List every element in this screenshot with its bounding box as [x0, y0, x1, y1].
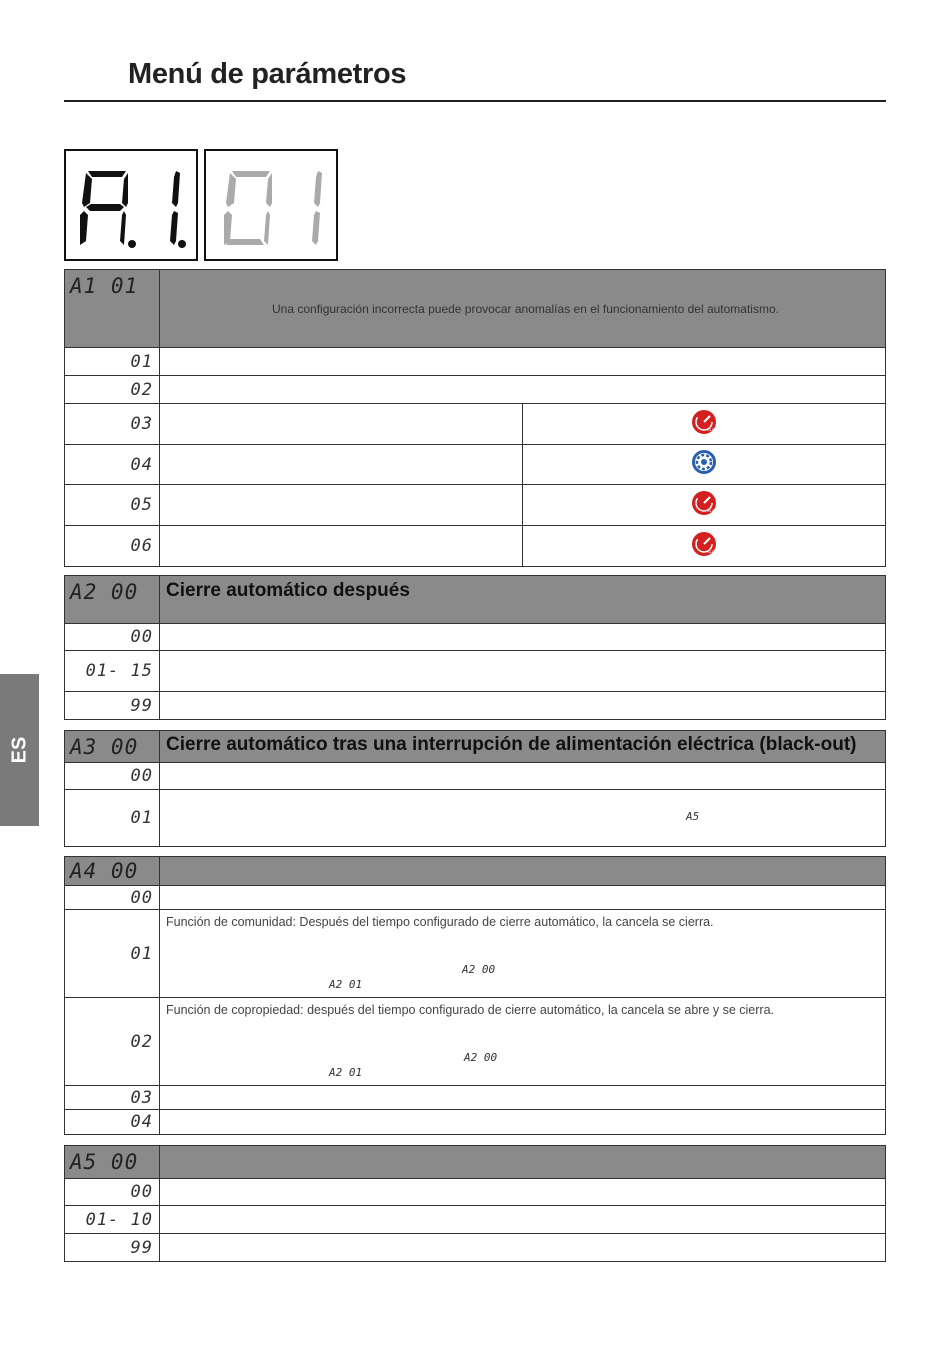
- param-code: A3 00: [65, 731, 160, 763]
- param-ref: A5: [686, 810, 700, 823]
- option-text: Función de copropiedad: después del tiempo configurado de cierre automático, la cancela se abre y se cierra.: [166, 1003, 774, 1017]
- option-code: 00: [65, 624, 160, 651]
- option-code: 00: [65, 1179, 160, 1206]
- option-code: 04: [65, 445, 160, 485]
- option-text: Función de comunidad: Después del tiempo configurado de cierre automático, la cancela se cierra.: [166, 915, 714, 929]
- option-desc: [160, 1206, 886, 1234]
- param-ref: A2 00: [462, 963, 496, 976]
- option-code: 03: [65, 404, 160, 445]
- param-code: A4 00: [65, 857, 160, 886]
- option-desc: [160, 1179, 886, 1206]
- option-desc: [160, 376, 886, 404]
- svg-text:SLOW: SLOW: [707, 426, 719, 432]
- param-table-a2: [64, 575, 886, 720]
- option-code: 05: [65, 485, 160, 526]
- param-code: A1 01: [65, 270, 160, 348]
- option-code: 02: [65, 376, 160, 404]
- option-desc: [160, 651, 886, 692]
- option-desc: [160, 1086, 886, 1110]
- option-code: 00: [65, 763, 160, 790]
- option-code: 01: [65, 348, 160, 376]
- option-code: 01: [65, 790, 160, 847]
- seven-segment-display-left: [64, 149, 198, 261]
- svg-text:SLOW: SLOW: [707, 548, 719, 554]
- option-desc: [160, 998, 886, 1086]
- option-desc: [160, 526, 523, 567]
- svg-text:SLOW: SLOW: [707, 507, 719, 513]
- option-desc: [160, 485, 523, 526]
- option-code: 99: [65, 692, 160, 720]
- param-table-a4: [64, 856, 886, 1135]
- option-code: 03: [65, 1086, 160, 1110]
- option-code: 01- 10: [65, 1206, 160, 1234]
- speed-red-icon: [523, 404, 886, 445]
- param-code: A5 00: [65, 1146, 160, 1179]
- option-desc: [160, 624, 886, 651]
- speed-red-icon: [523, 485, 886, 526]
- option-code: 04: [65, 1110, 160, 1135]
- param-title: [160, 857, 886, 886]
- option-desc: [160, 348, 886, 376]
- option-desc: [160, 1110, 886, 1135]
- param-table-a3: [64, 730, 886, 847]
- option-desc: [160, 445, 523, 485]
- option-desc: [160, 1234, 886, 1262]
- param-title: [160, 1146, 886, 1179]
- language-tab: ES: [0, 674, 39, 826]
- param-table-a5: [64, 1145, 886, 1262]
- param-ref: A2 01: [329, 1066, 363, 1079]
- title-divider: [64, 100, 886, 102]
- option-code: 01- 15: [65, 651, 160, 692]
- option-desc: [160, 910, 886, 998]
- param-note: Una configuración incorrecta puede provocar anomalías en el funcionamiento del automatismo.: [160, 270, 886, 348]
- option-desc: [160, 790, 886, 847]
- speed-red-icon: [523, 526, 886, 567]
- option-desc: [160, 763, 886, 790]
- param-title: Cierre automático después: [160, 576, 886, 624]
- option-desc: [160, 404, 523, 445]
- option-code: 00: [65, 886, 160, 910]
- option-code: 06: [65, 526, 160, 567]
- gear-blue-icon: [523, 445, 886, 485]
- param-ref: A2 00: [464, 1051, 498, 1064]
- option-desc: [160, 692, 886, 720]
- param-code: A2 00: [65, 576, 160, 624]
- option-desc: [160, 886, 886, 910]
- option-code: 01: [65, 910, 160, 998]
- param-title: Cierre automático tras una interrupción de alimentación eléctrica (black-out): [160, 731, 886, 763]
- param-ref: A2 01: [329, 978, 363, 991]
- page-title: Menú de parámetros: [128, 58, 407, 90]
- seven-segment-display-right: [204, 149, 338, 261]
- option-code: 02: [65, 998, 160, 1086]
- param-table-a1: [64, 269, 886, 567]
- option-code: 99: [65, 1234, 160, 1262]
